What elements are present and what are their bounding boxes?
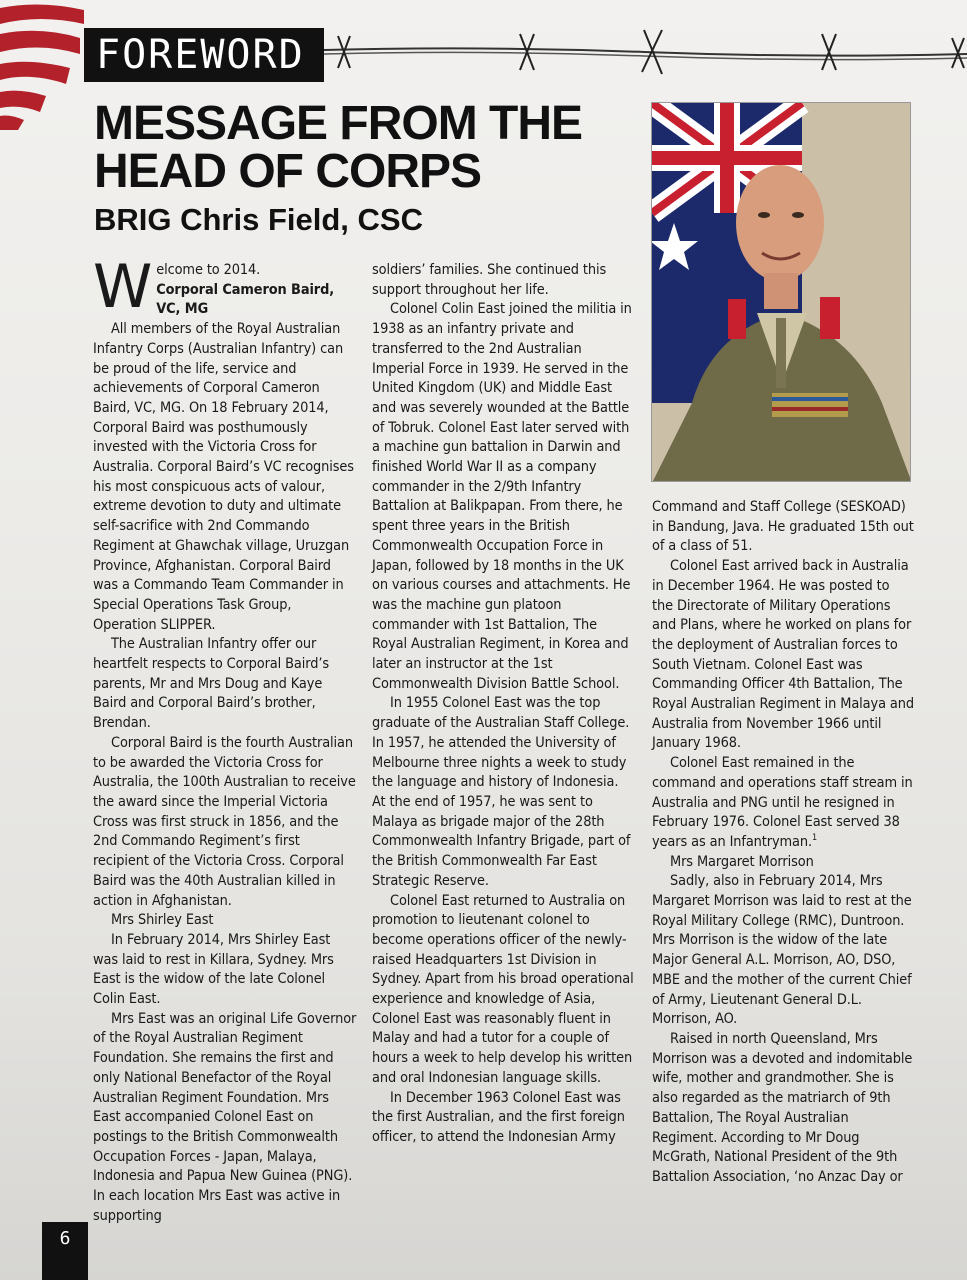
body-paragraph-footnoted — [652, 754, 914, 853]
article-column-1 — [93, 252, 357, 1226]
body-text: Colonel East remained in the command and operations staff stream in Australia and PNG until he resigned in February 1976. Colonel East served 38 years as an Infantryman. — [652, 755, 913, 850]
body-paragraph: Colonel East arrived back in Australia in December 1964. He was posted to the Directorate of Military Operations and Plans, where he worked on plans for the deployment of Australian forces to South Vietnam. Colonel East was Commanding Officer 4th Battalion, The Royal Australian Regiment in Malaya and Australia from November 1966 until January 1968. — [652, 558, 914, 752]
body-paragraph: Mrs East was an original Life Governor of the Royal Australian Regiment Foundation. She remains the first and only National Benefactor of the Royal Australian Regiment Foundation. Mrs East accompanied Colonel East on postings to the British Commonwealth Occupation Forces - Japan, Malaya, Indonesia and Papua New Guinea (PNG). In each location Mrs East was active in supporting — [93, 1010, 357, 1224]
portrait-photo — [651, 102, 911, 482]
article-column-2 — [372, 261, 634, 1148]
body-paragraph: Raised in north Queensland, Mrs Morrison was a devoted and indomitable wife, mother and grandmother. She is also regarded as the matriarch of 9th Battalion, The Royal Australian Regiment. According to Mr Doug McGrath, National President of the 9th Battalion Association, ‘no Anzac Day or — [652, 1030, 913, 1185]
subhead-baird: Corporal Cameron Baird, VC, MG — [156, 281, 335, 318]
body-paragraph: In February 2014, Mrs Shirley East was laid to rest in Killara, Sydney. Mrs East is the widow of the late Colonel Colin East. — [93, 931, 334, 1008]
drop-cap: W — [93, 252, 153, 322]
body-paragraph: Corporal Baird is the fourth Australian to be awarded the Victoria Cross for Australia, the 100th Australian to receive the award since the Imperial Victoria Cross was first struck in 1856, and the 2nd Commando Regiment’s first recipient of the Victoria Cross. Corporal Baird was the 40th Australian killed in action in Afghanistan. — [93, 734, 356, 909]
body-paragraph: Colonel Colin East joined the militia in 1938 as an infantry private and transferred to the 2nd Australian Imperial Force in 1939. He served in the United Kingdom (UK) and Middle East and was severely wounded at the Battle of Tobruk. Colonel East later served with a machine gun battalion in Darwin and finished World War II as a company commander in the 2/9th Infantry Battalion at Balikpapan. From there, he spent three years in the British Commonwealth Occupation Force in Japan, followed by 18 months in the UK on various courses and attachments. He was the machine gun platoon commander with 1st Battalion, The Royal Australian Regiment, in Korea and later an instructor at the 1st Commonwealth Division Battle School. — [372, 301, 632, 692]
barbed-wire-divider-icon — [324, 26, 967, 86]
intro-paragraph — [93, 252, 357, 322]
subhead-morrison: Mrs Margaret Morrison — [670, 853, 814, 870]
footnote-marker: 1 — [812, 833, 818, 844]
page-number: 6 — [42, 1222, 88, 1280]
body-paragraph: Sadly, also in February 2014, Mrs Margaret Morrison was laid to rest at the Royal Military College (RMC), Duntroon. Mrs Morrison is the widow of the late Major General A.L. Morrison, AO, DSO, MBE and the mother of the current Chief of Army, Lieutenant General D.L. Morrison, AO. — [652, 873, 912, 1028]
body-paragraph: The Australian Infantry offer our heartfelt respects to Corporal Baird’s parents, Mr and Mrs Doug and Kaye Baird and Corporal Baird’s brother, Brendan. — [93, 636, 329, 732]
red-stripe-corner-icon — [0, 0, 90, 130]
author-byline: BRIG Chris Field, CSC — [94, 202, 423, 237]
intro-first-line: elcome to 2014. — [156, 262, 261, 278]
page-title: MESSAGE FROM THE HEAD OF CORPS — [94, 97, 583, 198]
body-paragraph: Colonel East returned to Australia on promotion to lieutenant colonel to become operations officer of the newly-raised Headquarters 1st Division in Sydney. Apart from his broad operational experience and knowledge of Asia, Colonel East was reasonably fluent in Malay and had a tutor for a couple of hours a week to help develop his written and oral Indonesian language skills. — [372, 892, 634, 1086]
body-paragraph: soldiers’ families. She continued this support throughout her life. — [372, 262, 607, 298]
section-label: FOREWORD — [84, 28, 324, 82]
subhead-east: Mrs Shirley East — [111, 912, 214, 929]
body-paragraph: In 1955 Colonel East was the top graduate of the Australian Staff College. In 1957, he attended the University of Melbourne three nights a week to study the language and history of Indonesia. At the end of 1957, he was sent to Malaya as brigade major of the 28th Commonwealth Infantry Brigade, part of the British Commonwealth Far East Strategic Reserve. — [372, 695, 631, 889]
body-paragraph: Command and Staff College (SESKOAD) in Bandung, Java. He graduated 15th out of a class of 51. — [652, 499, 914, 555]
body-paragraph: All members of the Royal Australian Infantry Corps (Australian Infantry) can be proud of the life, service and achievements of Corporal Cameron Baird, VC, MG. On 18 February 2014, Corporal Baird was posthumously invested with the Victoria Cross for Australia. Corporal Baird’s VC recognises his most conspicuous acts of valour, extreme devotion to duty and ultimate self-sacrifice with 2nd Commando Regiment at Ghawchak village, Uruzgan Province, Afghanistan. Corporal Baird was a Commando Team Commander in Special Operations Task Group, Operation SLIPPER. — [93, 321, 354, 633]
body-paragraph: In December 1963 Colonel East was the first Australian, and the first foreign officer, to attend the Indonesian Army — [372, 1089, 625, 1145]
article-column-3 — [652, 498, 914, 1188]
